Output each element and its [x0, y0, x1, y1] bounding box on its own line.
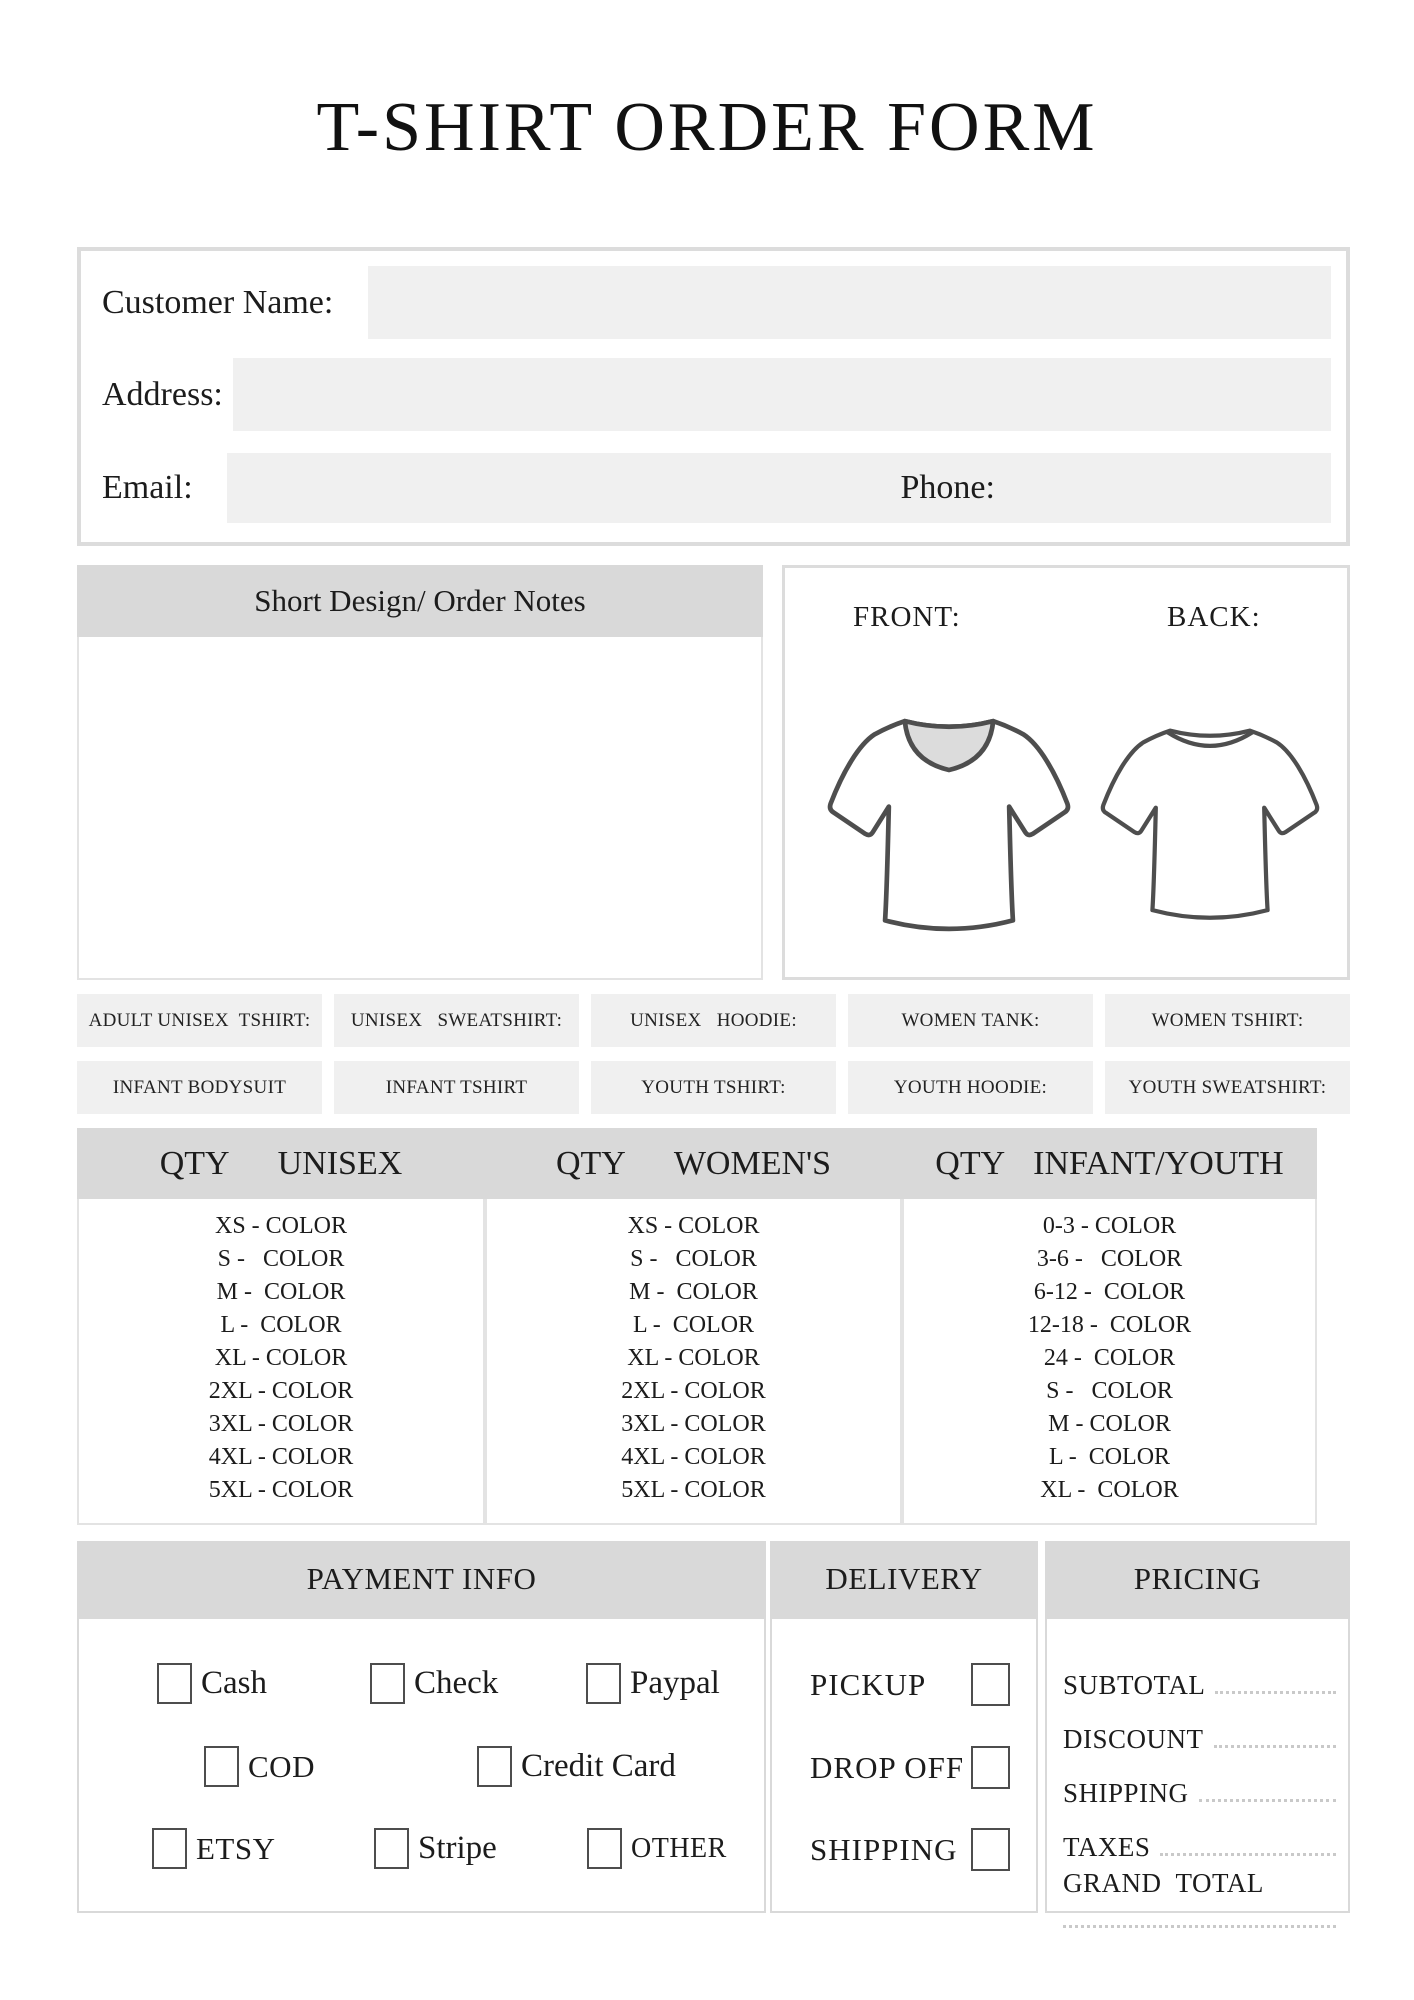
size-color-row: M - COLOR	[216, 1279, 346, 1305]
phone-label: Phone:	[900, 469, 995, 506]
shipping-label: SHIPPING	[810, 1831, 958, 1867]
subtotal-label: SUBTOTAL	[1063, 1670, 1206, 1700]
payment-option-etsy	[152, 1828, 276, 1869]
pricing-row-discount	[1063, 1701, 1336, 1755]
shipping-cost-label: SHIPPING	[1063, 1778, 1189, 1808]
pickup-checkbox[interactable]	[971, 1663, 1010, 1706]
discount-label: DISCOUNT	[1063, 1724, 1204, 1754]
credit-card-label: Credit Card	[521, 1748, 676, 1784]
shipping-write-in[interactable]	[1199, 1799, 1336, 1802]
qty-column-infant-youth	[902, 1128, 1317, 1525]
pricing-row-taxes	[1063, 1809, 1336, 1863]
taxes-write-in[interactable]	[1160, 1853, 1336, 1856]
check-label: Check	[414, 1665, 499, 1701]
address-field[interactable]	[233, 358, 1331, 431]
subtotal-write-in[interactable]	[1215, 1691, 1336, 1694]
tshirt-back-icon	[1083, 676, 1337, 958]
customer-name-label: Customer Name:	[102, 283, 334, 321]
dropoff-checkbox[interactable]	[971, 1746, 1010, 1789]
size-color-row: 6-12 - COLOR	[1033, 1279, 1186, 1305]
size-color-row: 3XL - COLOR	[208, 1411, 354, 1437]
qty-column-womens	[485, 1128, 902, 1525]
tshirt-front-icon	[801, 676, 1097, 958]
front-label: FRONT:	[853, 601, 961, 633]
size-color-row: S - COLOR	[630, 1246, 757, 1272]
size-color-row: 2XL - COLOR	[208, 1378, 354, 1404]
order-notes-area[interactable]	[77, 637, 763, 980]
etsy-label: ETSY	[196, 1830, 276, 1866]
delivery-option-shipping	[772, 1828, 1036, 1871]
dropoff-label: DROP OFF	[810, 1749, 965, 1785]
size-color-row: L - COLOR	[220, 1312, 342, 1338]
taxes-label: TAXES	[1063, 1832, 1151, 1862]
product-type-field[interactable]: INFANT TSHIRT	[334, 1061, 579, 1114]
payment-options	[77, 1617, 766, 1913]
size-color-row: S - COLOR	[1046, 1378, 1173, 1404]
etsy-checkbox[interactable]	[152, 1828, 187, 1869]
discount-write-in[interactable]	[1214, 1745, 1336, 1748]
delivery-options	[770, 1617, 1038, 1913]
email-field[interactable]	[227, 453, 1331, 523]
qty-column-unisex	[77, 1128, 485, 1525]
grand-total-label: GRAND TOTAL	[1063, 1868, 1264, 1898]
payment-option-other	[587, 1828, 727, 1869]
check-checkbox[interactable]	[370, 1663, 405, 1704]
customer-info-section	[77, 247, 1350, 546]
size-color-row: 3-6 - COLOR	[1036, 1246, 1183, 1272]
back-label: BACK:	[1167, 601, 1261, 633]
cod-checkbox[interactable]	[204, 1746, 239, 1787]
size-color-row: 0-3 - COLOR	[1042, 1213, 1177, 1239]
size-color-row: 3XL - COLOR	[621, 1411, 766, 1437]
product-type-row-1	[77, 994, 1350, 1047]
payment-option-credit-card	[477, 1746, 676, 1787]
payment-option-check	[370, 1663, 498, 1704]
pricing-row-shipping	[1063, 1755, 1336, 1809]
size-color-row: 5XL - COLOR	[621, 1477, 766, 1503]
size-color-row: 4XL - COLOR	[621, 1444, 766, 1470]
cash-checkbox[interactable]	[157, 1663, 192, 1704]
size-color-row: 4XL - COLOR	[208, 1444, 354, 1470]
payment-option-cash	[157, 1663, 267, 1704]
pricing-row-grand-total	[1063, 1863, 1336, 1899]
product-type-field[interactable]: ADULT UNISEX TSHIRT:	[77, 994, 322, 1047]
qty-label: QTY	[159, 1144, 230, 1182]
size-color-row: 24 - COLOR	[1043, 1345, 1176, 1371]
address-label: Address:	[102, 375, 223, 413]
cod-label: COD	[248, 1748, 315, 1784]
qty-label: QTY	[935, 1144, 1006, 1182]
qty-womens-body[interactable]	[485, 1199, 902, 1525]
column-name: WOMEN'S	[673, 1144, 832, 1182]
delivery-option-pickup	[772, 1663, 1036, 1706]
size-color-row: M - COLOR	[1048, 1411, 1171, 1437]
size-color-row: XL - COLOR	[214, 1345, 348, 1371]
size-color-row: 5XL - COLOR	[208, 1477, 354, 1503]
paypal-label: Paypal	[630, 1665, 720, 1701]
qty-label: QTY	[555, 1144, 626, 1182]
product-type-field[interactable]: INFANT BODYSUIT	[77, 1061, 322, 1114]
size-color-row: L - COLOR	[632, 1312, 755, 1338]
delivery-header: DELIVERY	[770, 1541, 1038, 1617]
size-color-row: XS - COLOR	[627, 1213, 760, 1239]
payment-option-paypal	[586, 1663, 720, 1704]
paypal-checkbox[interactable]	[586, 1663, 621, 1704]
column-name: UNISEX	[277, 1144, 403, 1182]
pricing-row-subtotal	[1063, 1647, 1336, 1701]
qty-infant-youth-body[interactable]	[902, 1199, 1317, 1525]
stripe-checkbox[interactable]	[374, 1828, 409, 1869]
size-color-row: M - COLOR	[629, 1279, 758, 1305]
order-notes-header: Short Design/ Order Notes	[77, 565, 763, 637]
email-label: Email:	[102, 469, 193, 506]
shipping-checkbox[interactable]	[971, 1828, 1010, 1871]
other-checkbox[interactable]	[587, 1828, 622, 1869]
column-name: INFANT/YOUTH	[1033, 1144, 1284, 1182]
other-label: OTHER	[631, 1832, 727, 1864]
payment-option-cod	[204, 1746, 315, 1787]
size-color-row: XL - COLOR	[1040, 1477, 1179, 1503]
size-color-row: L - COLOR	[1048, 1444, 1171, 1470]
customer-name-field[interactable]	[368, 266, 1331, 339]
product-type-row-2	[77, 1061, 1350, 1114]
bottom-section-headers	[77, 1541, 1350, 1617]
pickup-label: PICKUP	[810, 1666, 927, 1702]
pricing-summary	[1045, 1617, 1350, 1913]
payment-option-stripe	[374, 1828, 497, 1869]
qty-unisex-header	[77, 1128, 485, 1199]
page-title: T-SHIRT ORDER FORM	[316, 89, 1098, 166]
size-color-row: 12-18 - COLOR	[1027, 1312, 1192, 1338]
product-type-field[interactable]: UNISEX HOODIE:	[591, 994, 836, 1047]
product-type-field[interactable]: WOMEN TSHIRT:	[1105, 994, 1350, 1047]
payment-info-header: PAYMENT INFO	[77, 1541, 766, 1617]
delivery-option-dropoff	[772, 1746, 1036, 1789]
size-color-row: XS - COLOR	[214, 1213, 347, 1239]
size-color-row: S - COLOR	[217, 1246, 345, 1272]
product-type-field[interactable]: UNISEX SWEATSHIRT:	[334, 994, 579, 1047]
pricing-header: PRICING	[1045, 1541, 1350, 1617]
qty-unisex-body[interactable]	[77, 1199, 485, 1525]
size-color-row: XL - COLOR	[627, 1345, 760, 1371]
bottom-section-bodies	[77, 1617, 1350, 1913]
qty-womens-header	[485, 1128, 902, 1199]
quantity-section	[77, 1128, 1350, 1525]
qty-infant-youth-header	[902, 1128, 1317, 1199]
product-type-field[interactable]: YOUTH TSHIRT:	[591, 1061, 836, 1114]
product-type-field[interactable]: WOMEN TANK:	[848, 994, 1093, 1047]
size-color-row: 2XL - COLOR	[621, 1378, 766, 1404]
cash-label: Cash	[201, 1665, 267, 1701]
product-type-field[interactable]: YOUTH HOODIE:	[848, 1061, 1093, 1114]
shirt-mockup-panel	[782, 565, 1350, 980]
product-type-field[interactable]: YOUTH SWEATSHIRT:	[1105, 1061, 1350, 1114]
stripe-label: Stripe	[418, 1830, 497, 1866]
grand-total-write-in[interactable]	[1063, 1925, 1336, 1928]
credit-card-checkbox[interactable]	[477, 1746, 512, 1787]
